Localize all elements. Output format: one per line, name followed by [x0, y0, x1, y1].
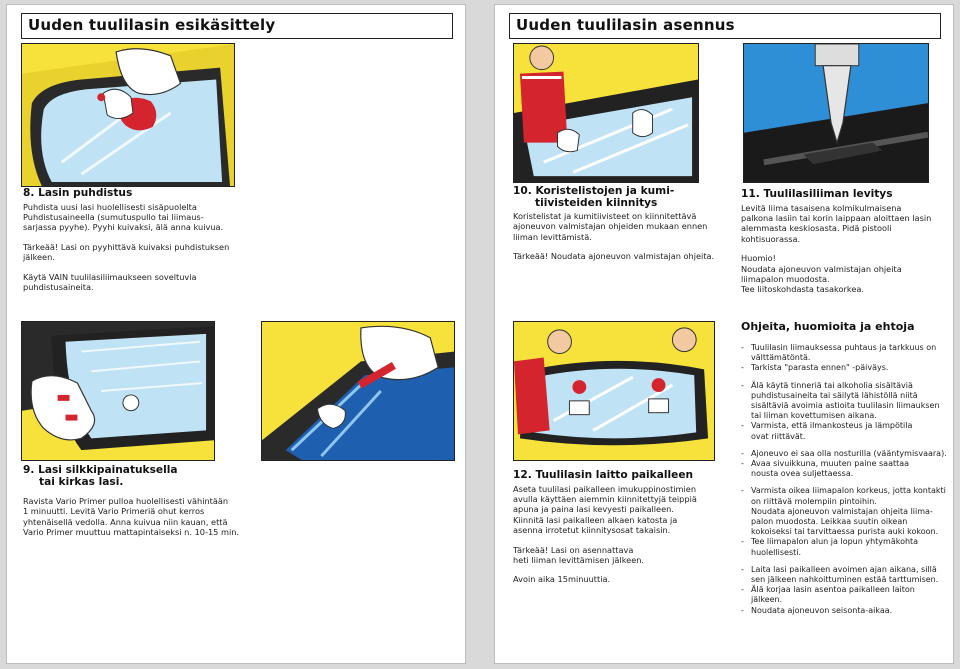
notes-item: - Tuulilasin liimauksessa puhtaus ja tarkkuus on	[741, 343, 953, 353]
step-9-heading	[23, 465, 253, 488]
notes-item: - Noudata ajoneuvon seisonta-aikaa.	[741, 606, 953, 616]
illustration-adhesive-nozzle	[743, 43, 929, 183]
step-11-note: Noudata ajoneuvon valmistajan ohjeita	[741, 263, 902, 274]
notes-heading: Ohjeita, huomioita ja ehtoja	[741, 320, 915, 333]
step-8-heading: 8. Lasin puhdistus	[23, 187, 133, 199]
notes-item: - Varmista oikea liimapalon korkeus, jotta kontakti	[741, 486, 953, 496]
step-11-line: alemmasta keskiosasta. Pidä pistooli kohtisuorassa.	[741, 223, 892, 244]
step-12-line: Aseta tuulilasi paikalleen imukuppinostimien	[513, 483, 697, 494]
notes-item: - Älä korjaa lasin asentoa paikalleen laiton	[741, 585, 953, 595]
notes-group-2	[741, 381, 953, 442]
step-12-line: Kiinnitä lasi paikalleen alkaen katosta ja	[513, 514, 678, 525]
step-12-open-time: Avoin aika 15minuuttia.	[513, 574, 611, 585]
notes-item: - Laita lasi paikalleen avoimen ajan aikana, sillä	[741, 565, 953, 575]
illustration-trim-fitting	[513, 43, 699, 183]
illustration-primer-apply	[261, 321, 455, 461]
notes-item: Noudata ajoneuvon valmistajan ohjeita liima-	[751, 506, 933, 516]
notes-item: nousta ovea suljettaessa.	[751, 469, 854, 479]
step-11-line: palkona lasiin tai korin laippaan aloittaen lasin	[741, 212, 932, 223]
step-9-section	[23, 465, 253, 538]
step-10-section	[513, 186, 723, 262]
illustration-windscreen-placement	[513, 321, 715, 461]
step-11-section	[741, 189, 951, 295]
step-8-line: sarjassa pyyhe). Pyyhi kuivaksi, älä anna kuivua.	[23, 222, 224, 233]
step-8-line: Puhdista uusi lasi huolellisesti sisäpuolelta	[23, 201, 197, 212]
notes-item: välttämätöntä.	[751, 353, 811, 363]
step-12-section	[513, 470, 723, 585]
notes-item: tai liiman kovettumisen aikana.	[751, 411, 877, 421]
notes-item: palon muodosta. Leikkaa suutin oikean	[751, 517, 908, 527]
step-10-line: ajoneuvon valmistajan ohjeiden mukaan ennen	[513, 221, 708, 232]
step-10-heading-line2: tiivisteiden kiinnitys	[535, 196, 658, 209]
notes-group-4	[741, 486, 953, 557]
notes-item: jälkeen.	[751, 595, 783, 605]
left-page-title: Uuden tuulilasin esikäsittely	[21, 13, 453, 39]
notes-item: - Varmista, että ilmankosteus ja lämpötila	[741, 421, 953, 431]
notes-item: huolellisesti.	[751, 547, 802, 557]
step-11-note: Tee liitoskohdasta tasakorkea.	[741, 284, 864, 295]
notes-group-1	[741, 343, 953, 374]
step-9-line: Ravista Vario Primer pulloa huolellisesti vähintään	[23, 496, 229, 506]
step-8-section	[23, 188, 243, 292]
step-8-only: puhdistusaineita.	[23, 281, 94, 292]
notes-item: - Avaa sivuikkuna, muuten paine saattaa	[741, 459, 953, 469]
step-8-important: jälkeen.	[23, 252, 55, 263]
notes-group-5	[741, 565, 953, 616]
step-12-heading: 12. Tuulilasin laitto paikalleen	[513, 469, 694, 481]
step-12-important: heti liiman levittämisen jälkeen.	[513, 554, 645, 565]
step-12-important: Tärkeää! Lasi on asennattava	[513, 544, 634, 555]
step-10-line: Koristelistat ja kumitiivisteet on kiinnitettävä	[513, 211, 697, 221]
step-10-line: liiman levittämistä.	[513, 231, 592, 242]
step-8-line: Puhdistusaineella (sumutuspullo tai liimaus-	[23, 211, 204, 222]
step-10-heading	[513, 186, 723, 209]
step-12-line: avulla käyttäen aiemmin kiinnitettyjä teippiä	[513, 493, 697, 504]
step-8-only: Käytä VAIN tuulilasiliimaukseen soveltuvia	[23, 271, 197, 282]
step-12-line: apuna ja paina lasi kevyesti paikalleen.	[513, 504, 674, 515]
notes-item: kokoiseksi tai tarvittaessa purista auki kokoon.	[751, 527, 939, 537]
notes-item: puhdistusaineita tai säilytä lähistöllä niitä	[751, 390, 918, 400]
notes-item: - Älä käytä tinneriä tai alkoholia sisältäviä	[741, 381, 953, 391]
notes-item: on riittävä molempiin pintoihin.	[751, 496, 877, 506]
step-10-important: Tärkeää! Noudata ajoneuvon valmistajan ohjeita.	[513, 251, 715, 262]
illustration-cleaning-glass	[21, 43, 235, 187]
step-9-line: yhtenäisellä vedolla. Anna kuivua niin kauan, että	[23, 516, 228, 527]
notes-item: ovat riittävät.	[751, 431, 806, 441]
step-11-note: liimapalon muodosta.	[741, 273, 830, 284]
step-11-line: Levitä liima tasaisena kolmikulmaisena	[741, 202, 902, 213]
step-8-important: Tärkeää! Lasi on pyyhittävä kuivaksi puhdistuksen	[23, 241, 230, 252]
right-page	[494, 4, 954, 664]
notes-item: - Tee liimapalon alun ja lopun yhtymäkohta	[741, 537, 953, 547]
illustration-primer-shake	[21, 321, 215, 461]
step-11-heading: 11. Tuulilasiliiman levitys	[741, 188, 893, 200]
left-page	[6, 4, 466, 664]
step-11-note: Huomio!	[741, 253, 776, 264]
notes-group-3	[741, 449, 953, 480]
notes-section	[741, 320, 953, 616]
notes-item: - Tarkista "parasta ennen" -päiväys.	[741, 363, 953, 373]
step-9-line: Vario Primer muuttuu mattapintaiseksi n. 10-15 min.	[23, 527, 240, 538]
step-10-heading-line1: 10. Koristelistojen ja kumi-	[513, 185, 675, 197]
step-12-line: asenna irrotetut kiinnitysosat takaisin.	[513, 525, 671, 536]
step-9-line: 1 minuutti. Levitä Vario Primeriä ohut kerros	[23, 506, 205, 517]
step-9-heading-line1: 9. Lasi silkkipainatuksella	[23, 464, 178, 476]
right-page-title: Uuden tuulilasin asennus	[509, 13, 941, 39]
notes-item: sen jälkeen nahkoittuminen estää tarttumisen.	[751, 575, 939, 585]
step-9-heading-line2: tai kirkas lasi.	[39, 475, 124, 488]
notes-item: sisältäviä avoimia astioita tuulilasin liimauksen	[751, 401, 940, 411]
notes-item: - Ajoneuvo ei saa olla nosturilla (vääntymisvaara).	[741, 449, 953, 459]
